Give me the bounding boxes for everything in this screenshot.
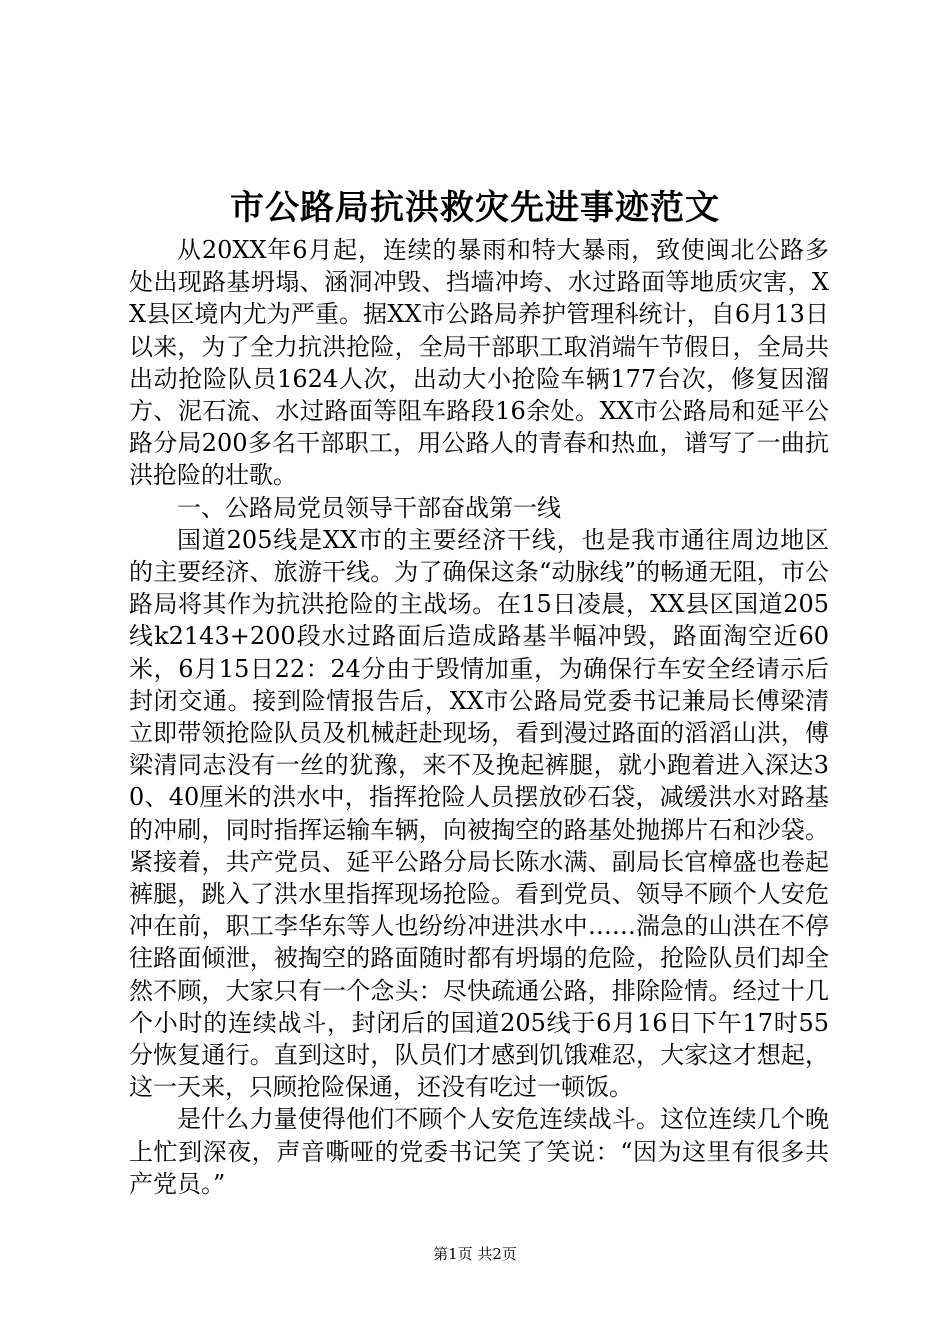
paragraph-intro: 从20XX年6月起，连续的暴雨和特大暴雨，致使闽北公路多处出现路基坍塌、涵洞冲毁、挡墙冲垮、水过路面等地质灾害，XX县区境内尤为严重。据XX市公路局养护管理科统计，自6月13日以来，为了全力抗洪抢险，全局干部职工取消端午节假日，全局共出动抢险队员1624人次，出动大小抢险车辆177台次，修复因溜方、泥石流、水过路面等阻车路段16余处。XX市公路局和延平公路分局200多名干部职工，用公路人的青春和热血，谱写了一曲抗洪抢险的壮歌。 xyxy=(129,236,829,490)
paragraph-highway-205: 国道205线是XX市的主要经济干线，也是我市通往周边地区的主要经济、旅游干线。为了确保这条“动脉线”的畅通无阻，市公路局将其作为抗洪抢险的主战场。在15日凌晨，XX县区国道205线k2143+200段水过路面后造成路基半幅冲毁，路面淘空近60米，6月15日22：24分由于毁情加重，为确保行车安全经请示后封闭交通。接到险情报告后，XX市公路局党委书记兼局长傅梁清立即带领抢险队员及机械赶赴现场，看到漫过路面的滔滔山洪，傅梁清同志没有一丝的犹豫，来不及挽起裤腿，就小跑着进入深达30、40厘米的洪水中，指挥抢险人员摆放砂石袋，减缓洪水对路基的冲刷，同时指挥运输车辆，向被掏空的路基处抛掷片石和沙袋。紧接着，共产党员、延平公路分局长陈水满、副局长官樟盛也卷起裤腿，跳入了洪水里指挥现场抢险。看到党员、领导不顾个人安危冲在前，职工李华东等人也纷纷冲进洪水中……湍急的山洪在不停往路面倾泄，被掏空的路面随时都有坍塌的危险，抢险队员们却全然不顾，大家只有一个念头：尽快疏通公路，排除险情。经过十几个小时的连续战斗，封闭后的国道205线于6月16日下午17时55分恢复通行。直到这时，队员们才感到饥饿难忍，大家这才想起，这一天来，只顾抢险保通，还没有吃过一顿饭。 xyxy=(129,525,829,1102)
section-heading: 一、公路局党员领导干部奋战第一线 xyxy=(177,493,561,522)
page-footer: 第1页 共2页 xyxy=(433,1245,517,1263)
document-body xyxy=(129,234,829,1200)
paragraph-closing: 是什么力量使得他们不顾个人安危连续战斗。这位连续几个晚上忙到深夜，声音嘶哑的党委书记笑了笑说：“因为这里有很多共产党员。” xyxy=(129,1105,829,1198)
document-title: 市公路局抗洪救灾先进事迹范文 xyxy=(230,188,720,228)
